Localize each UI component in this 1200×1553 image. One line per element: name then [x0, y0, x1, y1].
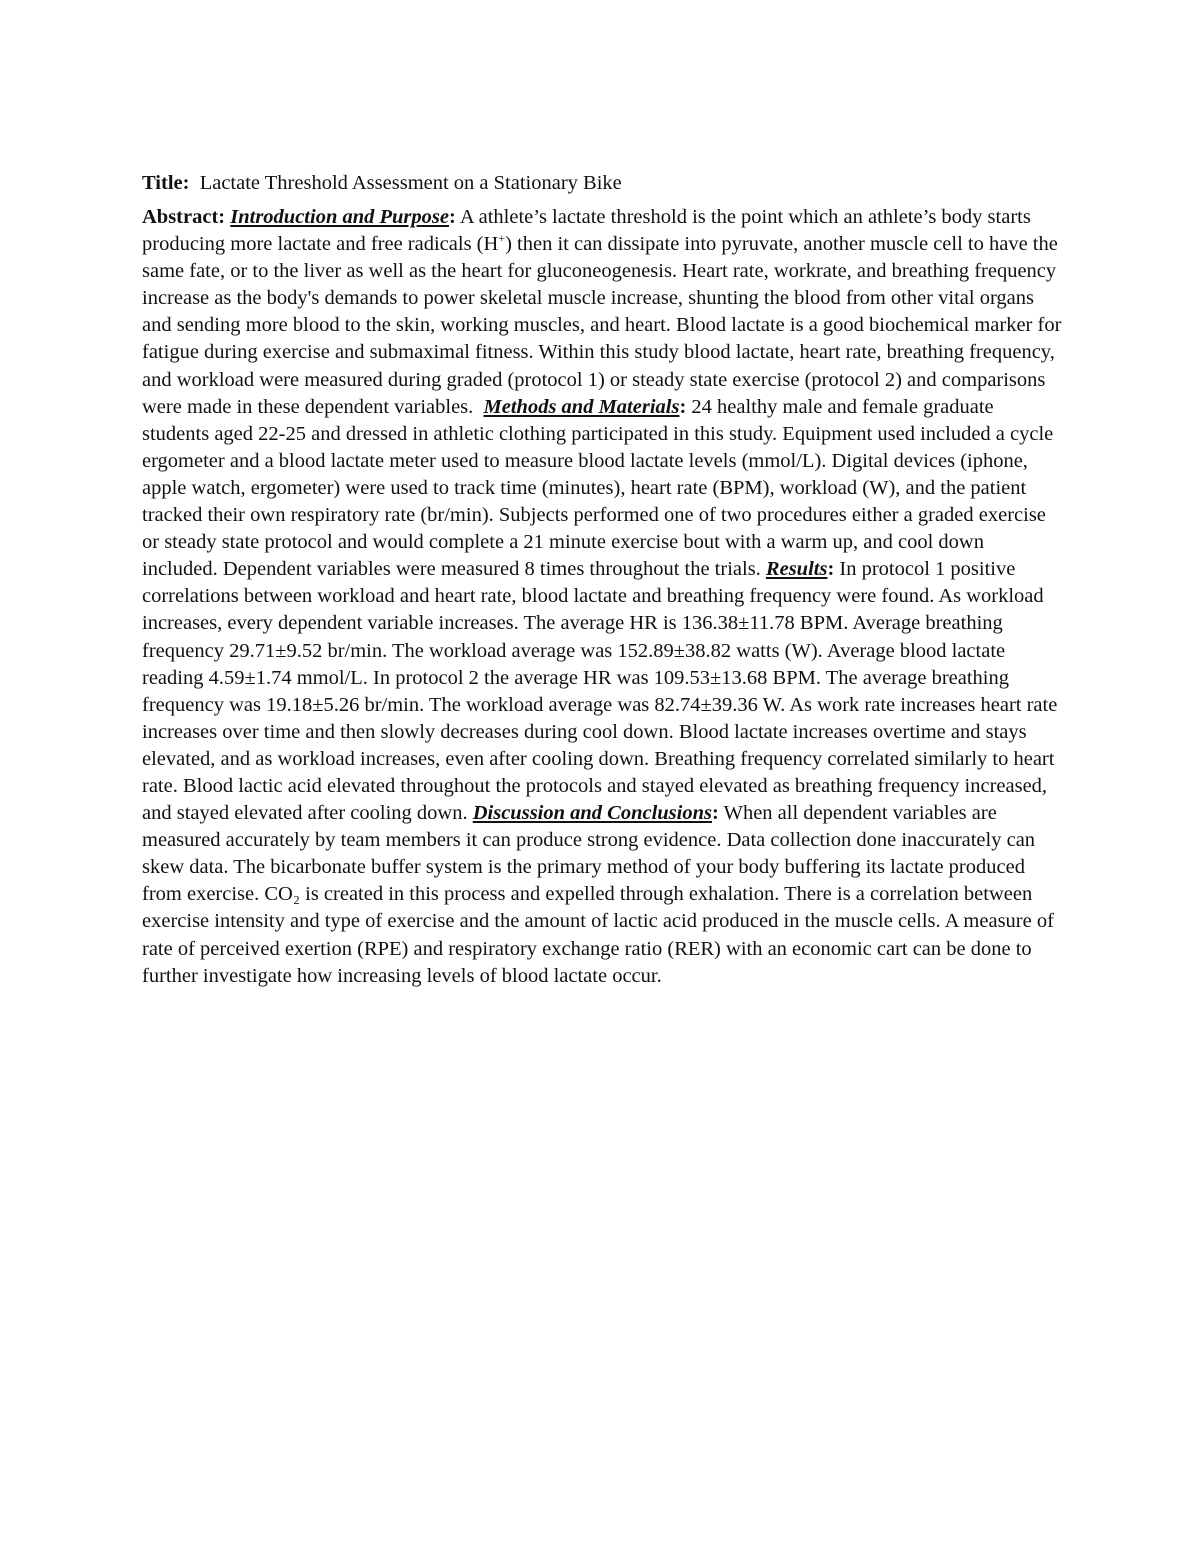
methods-text: 24 healthy male and female graduate students aged 22-25 and dressed in athletic clothing participated in this study. Equipment used included a cycle ergometer and a blood lactate meter used to measure blood lactate levels (mmol/L). Digital devices (iphone, apple watch, ergometer) were used to track time (minutes), heart rate (BPM), workload (W), and the patient tracked their own respiratory rate (br/min). Subjects performed one of two procedures either a graded exercise or steady state protocol and would complete a 21 minute exercise bout with a warm up, and cool down included. Dependent variables were measured 8 times throughout the trials. [142, 395, 1054, 581]
results-heading: Results [765, 558, 828, 581]
abstract-label: Abstract: [142, 206, 226, 228]
intro-text-b: ) then it can dissipate into pyruvate, another muscle cell to have the same fate, or to the liver as well as the heart for gluconeogenesis. Heart rate, workrate, and breathing frequency increase as the body's demands to power skeletal muscle increase, shunting the blood from other vital organs and sending more blood to the skin, working muscles, and heart. Blood lactate is a good biochemical marker for fatigue during exercise and submaximal fitness. Within this study blood lactate, heart rate, breathing frequency, and workload were measured during graded (protocol 1) or steady state exercise (protocol 2) and comparisons were made in these dependent variables. [142, 233, 1062, 418]
discussion-heading-colon: : [712, 802, 719, 825]
document-title: Lactate Threshold Assessment on a Stationary Bike [199, 172, 622, 194]
intro-heading: Introduction and Purpose [230, 206, 449, 228]
intro-heading-colon: : [448, 206, 456, 228]
methods-heading: Methods and Materials [483, 395, 680, 418]
document-body [142, 170, 1064, 990]
discussion-text: When all dependent variables are measured accurately by team members it can produce strong evidence. Data collection done inaccurately can skew data. The bicarbonate buffer system is the primary method of your body buffering its lactate produced from exercise. CO₂ is created in this process and expelled through exhalation. There is a correlation between exercise intensity and type of exercise and the amount of lactic acid produced in the muscle cells. A measure of rate of perceived exertion (RPE) and respiratory exchange ratio (RER) with an economic cart can be done to further investigate how increasing levels of blood lactate occur. [142, 802, 1054, 987]
abstract-paragraph [142, 204, 1064, 990]
methods-heading-colon: : [679, 395, 687, 418]
discussion-heading: Discussion and Conclusions [472, 802, 712, 825]
title-line [142, 170, 1064, 197]
results-text: In protocol 1 positive correlations between workload and heart rate, blood lactate and breathing frequency were found. As workload increases, every dependent variable increases. The average HR is 136.38±11.78 BPM. Average breathing frequency 29.71±9.52 br/min. The workload average was 152.89±38.82 watts (W). Average blood lactate reading 4.59±1.74 mmol/L. In protocol 2 the average HR was 109.53±13.68 BPM. The average breathing frequency was 19.18±5.26 br/min. The workload average was 82.74±39.36 W. As work rate increases heart rate increases over time and then slowly decreases during cool down. Blood lactate increases overtime and stays elevated, and as workload increases, even after cooling down. Breathing frequency correlated similarly to heart rate. Blood lactic acid elevated throughout the protocols and stayed elevated as breathing frequency increased, and stayed elevated after cooling down. [142, 558, 1058, 825]
intro-superscript: + [498, 231, 506, 246]
results-heading-colon: : [827, 558, 835, 581]
title-label: Title: [142, 172, 190, 194]
intro-text-a: A athlete’s lactate threshold is the point which an athlete’s body starts producing more lactate and free radicals (H [142, 206, 1031, 256]
